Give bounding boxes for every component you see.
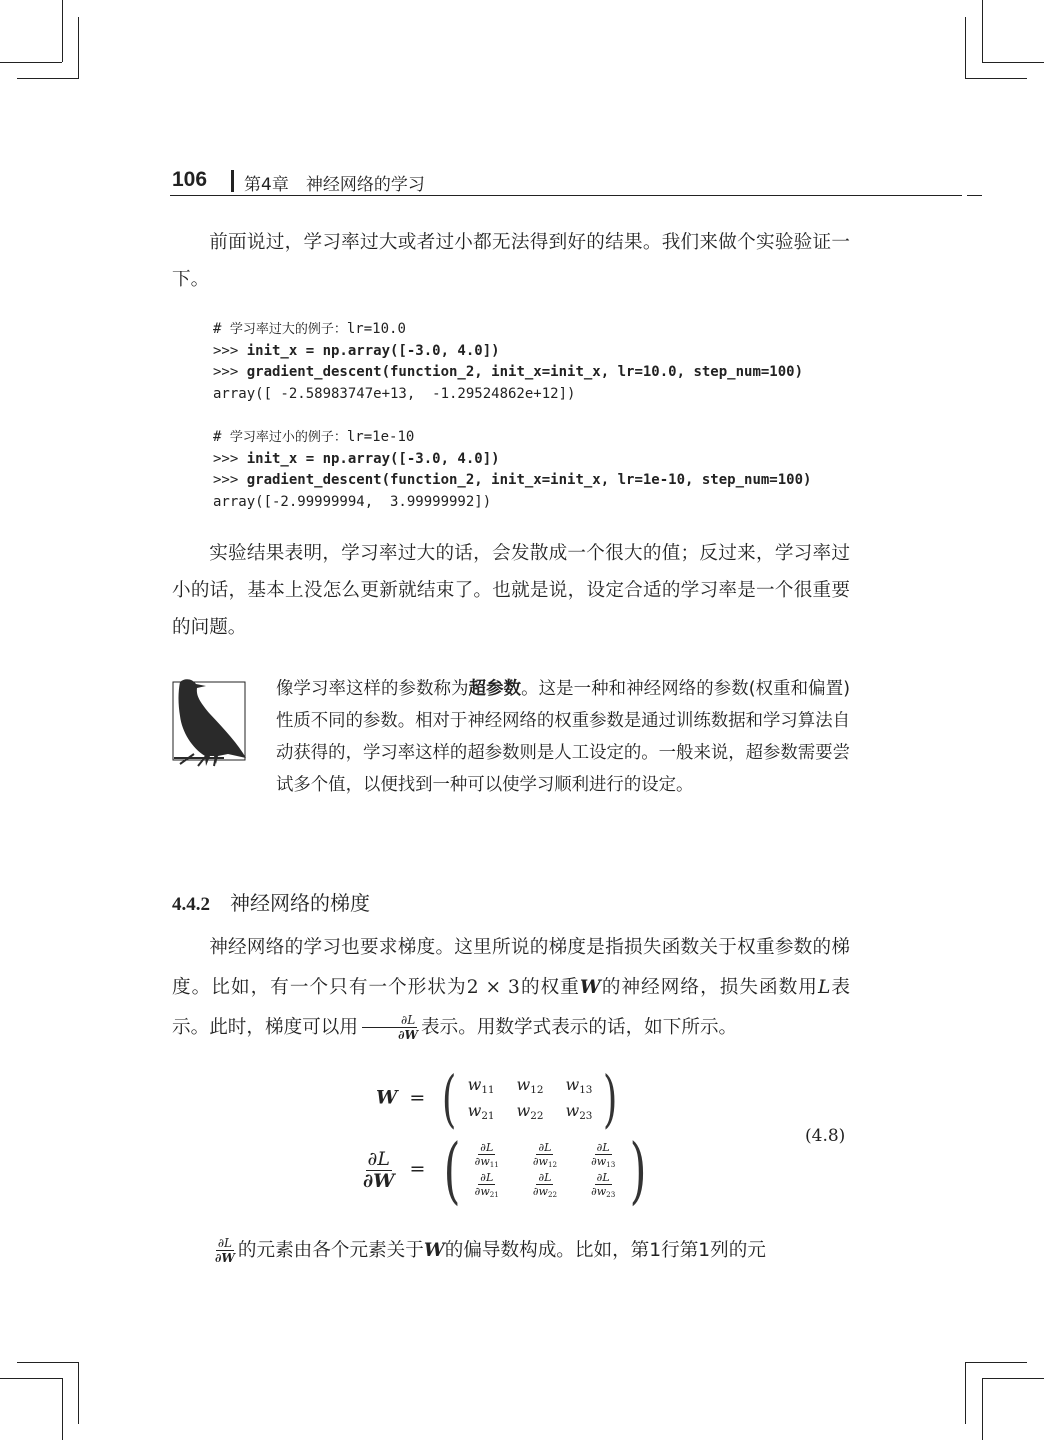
matrix-entry [468,1075,495,1096]
bird-note-icon [170,678,250,768]
crop-mark [965,78,1027,79]
crop-mark [17,78,79,79]
entry-base: w [516,1075,531,1095]
entry-sub: 22 [530,1109,544,1122]
matrix-entry [468,1101,495,1122]
code-plain: array([ -2.58983747e+13, -1.29524862e+12]) [213,385,576,402]
frac-num: ∂L [480,1140,494,1154]
paragraph: 实验结果表明，学习率过大的话，会发散成一个很大的值；反过来，学习率过小的话，基本上没怎么更新就结束了。也就是说，设定合适的学习率是一个很重要的问题。 [172,543,850,638]
code-plain: array([-2.99999994, 3.99999992]) [213,493,492,510]
crop-mark [78,1362,79,1424]
math-fraction [215,1237,235,1264]
code-prefix: >>> [213,342,247,359]
code-prefix: >>> [213,450,247,467]
code-prefix: >>> [213,472,247,489]
chapter-title: 第4章 神经网络的学习 [244,175,425,195]
code-rest: lr=10.0 [346,321,406,337]
crop-mark [982,1378,983,1440]
text: 的权重 [519,977,580,998]
crop-mark [965,1362,1027,1363]
crop-mark [0,1378,62,1379]
frac-num: ∂L [596,1171,610,1184]
code-comment: 学习率过大的例子： [229,322,347,337]
note-text-part: 。这是一种和神经网络的参数(权重和偏置)性质不同的参数。相对于神经网络的权重参数是通过训练数据和学习算法自动获得的，学习率这样的超参数则是人工设定的。一般来说，超参数需要尝试多个值，以便找到一种可以使学习顺利进行的设定。 [276,679,850,795]
partial-entry [475,1142,499,1168]
frac-den [591,1155,615,1168]
entry-sub: 12 [530,1084,544,1097]
section-title: 神经网络的梯度 [230,891,370,915]
entry-base: w [467,1075,482,1095]
frac-den [533,1155,557,1168]
crop-mark [982,62,1044,63]
text: 表示。此时，梯度可以用 [172,977,850,1038]
matrix-entry [517,1101,544,1122]
den-base: ∂w [532,1185,548,1198]
paragraph: 前面说过，学习率过大或者过小都无法得到好的结果。我们来做个实验验证一下。 [172,232,850,290]
frac-den [533,1185,557,1198]
crop-mark [965,17,966,79]
code-line [213,319,811,341]
code-line [213,449,811,471]
crop-mark [965,1362,966,1424]
entry-sub: 23 [579,1109,593,1122]
code-line [213,470,811,492]
entry-sub: 11 [481,1084,495,1097]
code-line [213,341,811,363]
entry-sub: 13 [579,1084,593,1097]
header-rule [170,195,962,196]
partial-entry [475,1172,499,1198]
partial-entry [533,1172,557,1198]
code-prefix: # [213,428,230,445]
code-bold: gradient_descent(function_2, init_x=init_x, lr=1e-10, step_num=100) [246,472,812,489]
equation-label: (4.8) [805,1126,846,1146]
frac-num: ∂L [480,1171,494,1184]
section-number: 4.4.2 [172,894,210,915]
frac-den: ∂W [363,1169,395,1192]
text: 的偏导数构成。比如，第1行第1列的元 [444,1240,766,1261]
equation-W [376,1062,623,1135]
den-sub: 11 [489,1159,499,1169]
code-bold: init_x = np.array([-3.0, 4.0]) [246,342,500,359]
crop-mark [62,0,63,62]
code-prefix: # [213,321,230,337]
den-sub: 13 [606,1159,616,1169]
crop-mark [982,0,983,62]
header-rule-tail [967,195,982,196]
den-base: ∂w [532,1154,548,1168]
entry-base: w [516,1100,531,1120]
crop-mark [17,1362,79,1363]
partial-entry [591,1172,615,1198]
code-comment: 学习率过小的例子： [229,429,347,445]
partial-entry [591,1142,615,1168]
math-W: W [579,977,601,998]
page-number: 106 [172,168,208,191]
den-sub: 12 [547,1159,558,1169]
den-base: ∂w [591,1154,607,1168]
frac-num: ∂L [596,1140,610,1154]
den-sub: 21 [489,1190,499,1200]
gradient-matrix [472,1142,619,1199]
frac-num: ∂L [538,1171,552,1184]
matrix-entry [565,1101,592,1122]
den-sub: 23 [606,1190,616,1200]
frac-den [591,1185,615,1198]
code-rest: lr=1e-10 [346,428,415,445]
text: 的元素由各个元素关于 [237,1240,424,1261]
math-L: L [817,977,831,998]
crop-mark [0,62,62,63]
left-paren: ( [443,1128,460,1212]
text: 表示。用数学式表示的话，如下所示。 [421,1017,738,1038]
code-line [213,427,811,449]
eq-lhs-fraction [363,1147,395,1192]
math-fraction [361,1014,418,1041]
left-paren: ( [442,1062,457,1135]
eq-lhs: W [376,1086,398,1109]
code-line [213,405,811,427]
frac-num: ∂L [538,1140,552,1154]
code-bold: init_x = np.array([-3.0, 4.0]) [246,450,500,467]
right-paren: ) [603,1062,618,1135]
frac-num: ∂L [362,1014,417,1028]
crop-mark [78,17,79,79]
note-text-part: 像学习率这样的参数称为 [276,679,469,699]
code-line [213,492,811,514]
code-line [213,384,811,406]
code-line [213,362,811,384]
entry-sub: 21 [481,1109,495,1122]
code-prefix: >>> [213,364,247,381]
entry-base: w [565,1075,580,1095]
code-block [213,319,811,513]
right-paren: ) [629,1128,647,1212]
frac-den: ∂W [398,1028,419,1042]
entry-base: w [565,1100,580,1120]
eq-sign: = [409,1086,426,1109]
math-W: W [423,1240,445,1261]
frac-num: ∂L [217,1236,233,1250]
den-base: ∂w [591,1185,607,1198]
equation-gradient [360,1128,652,1212]
den-base: ∂w [474,1185,490,1198]
partial-entry [533,1142,557,1168]
section-heading [172,887,370,916]
text: 的神经网络，损失函数用 [600,977,818,998]
paragraph [172,928,850,1048]
note-bold-term: 超参数 [468,679,522,699]
eq-sign: = [409,1158,426,1180]
math-dims: 2 × 3 [466,977,520,998]
weight-matrix [468,1075,593,1121]
frac-den: ∂W [215,1251,235,1265]
entry-base: w [467,1100,482,1120]
frac-den [475,1185,499,1198]
den-base: ∂w [474,1154,490,1168]
matrix-entry [517,1075,544,1096]
crop-mark [982,1378,1044,1379]
code-bold: gradient_descent(function_2, init_x=init_x, lr=10.0, step_num=100) [246,364,804,381]
text: 神经网络的学习也要求梯度。这里所说的梯度是指损失函数关于权重参数的梯度。比如，有一个只有一个形状为 [172,937,850,998]
paragraph [212,1232,852,1269]
frac-den [475,1155,499,1168]
header-bar [231,170,234,192]
frac-num: ∂L [367,1147,390,1170]
den-sub: 22 [547,1190,558,1200]
note-text [276,673,850,801]
crop-mark [62,1378,63,1440]
matrix-entry [565,1075,592,1096]
